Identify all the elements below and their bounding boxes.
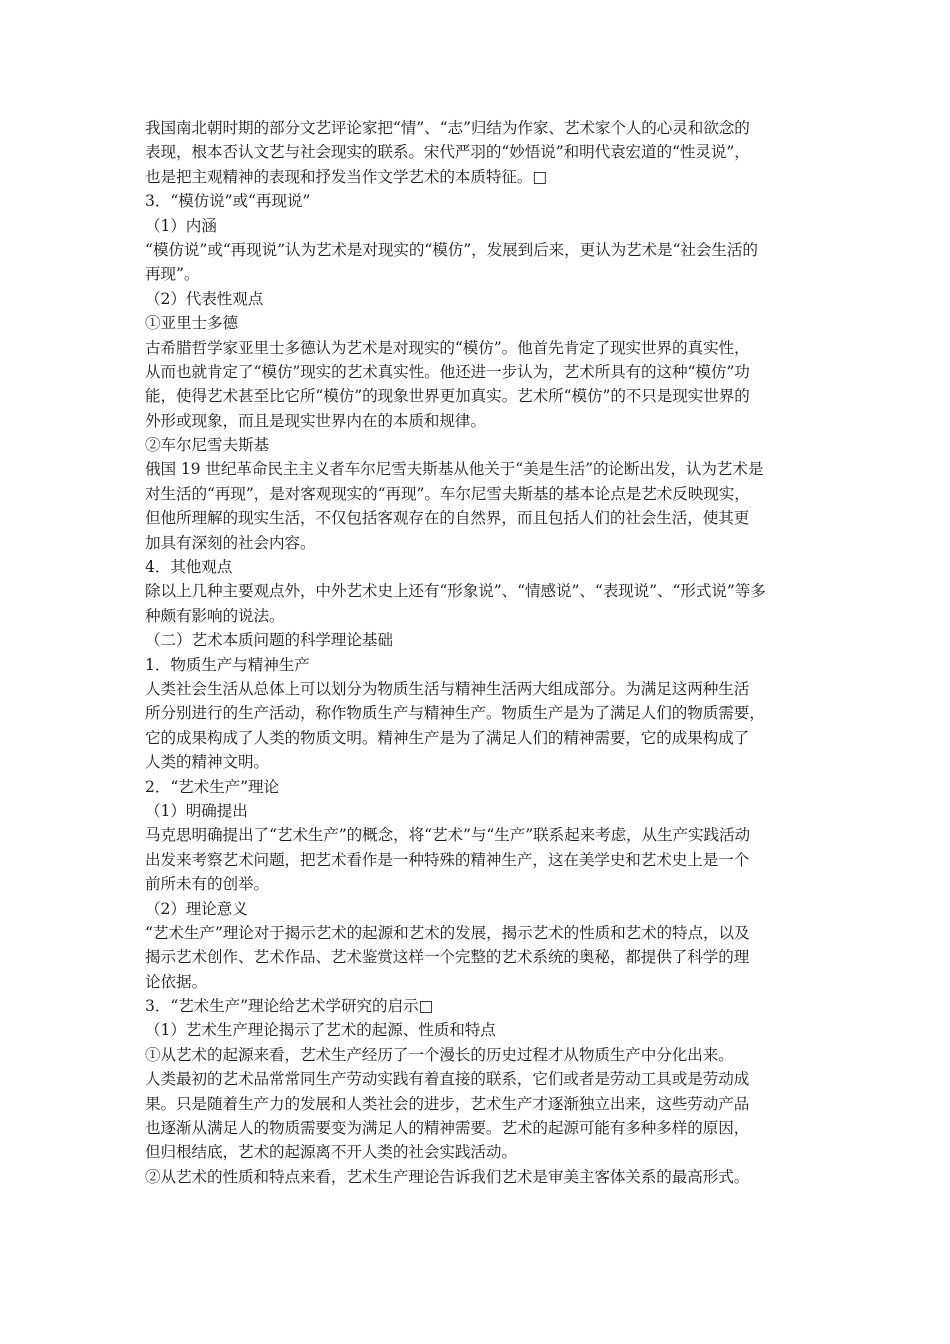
text-line: 对生活的“再现”，是对客观现实的“再现”。车尔尼雪夫斯基的基本论点是艺术反映现实， bbox=[145, 484, 750, 503]
text-line: 2．“艺术生产”理论 bbox=[145, 777, 280, 796]
text-line: 所分别进行的生产活动，称作物质生产与精神生产。物质生产是为了满足人们的物质需要， bbox=[145, 704, 765, 723]
text-line: （二）艺术本质问题的科学理论基础 bbox=[145, 631, 393, 650]
text-line: 但归根结底，艺术的起源离不开人类的社会实践活动。 bbox=[145, 1143, 517, 1162]
text-line: 表现，根本否认文艺与社会现实的联系。宋代严羽的“妙悟说”和明代袁宏道的“性灵说”， bbox=[145, 143, 750, 162]
text-line: 论依据。 bbox=[145, 972, 207, 991]
text-line: （1）艺术生产理论揭示了艺术的起源、性质和特点 bbox=[145, 1021, 496, 1040]
text-line: 我国南北朝时期的部分文艺评论家把“情”、“志”归结为作家、艺术家个人的心灵和欲念的 bbox=[145, 119, 750, 137]
text-line: ②车尔尼雪夫斯基 bbox=[145, 436, 269, 455]
text-line: 人类的精神文明。 bbox=[145, 753, 269, 772]
text-line: “模仿说”或“再现说”认为艺术是对现实的“模仿”，发展到后来，更认为艺术是“社会生活的 bbox=[145, 240, 758, 259]
text-line: 1．物质生产与精神生产 bbox=[145, 655, 310, 674]
text-line: 出发来考察艺术问题，把艺术看作是一种特殊的精神生产，这在美学史和艺术史上是一个 bbox=[145, 850, 750, 869]
text-line: 种颇有影响的说法。 bbox=[145, 606, 285, 625]
text-line: 马克思明确提出了“艺术生产”的概念，将“艺术”与“生产”联系起来考虑，从生产实践活动 bbox=[145, 826, 751, 845]
text-line: 3．“艺术生产”理论给艺术学研究的启示□ bbox=[145, 997, 434, 1016]
text-line: ①亚里士多德 bbox=[145, 314, 238, 333]
text-line: 人类最初的艺术品常常同生产劳动实践有着直接的联系，它们或者是劳动工具或是劳动成 bbox=[145, 1070, 750, 1089]
text-line: 前所未有的创举。 bbox=[145, 875, 269, 894]
text-line: （1）内涵 bbox=[145, 216, 217, 235]
text-line: 揭示艺术创作、艺术作品、艺术鉴赏这样一个完整的艺术系统的奥秘，都提供了科学的理 bbox=[145, 948, 750, 967]
text-line: ①从艺术的起源来看，艺术生产经历了一个漫长的历史过程才从物质生产中分化出来。 bbox=[145, 1045, 734, 1064]
text-line: 人类社会生活从总体上可以划分为物质生活与精神生活两大组成部分。为满足这两种生活 bbox=[145, 679, 750, 698]
text-line: 果。只是随着生产力的发展和人类社会的进步，艺术生产才逐渐独立出来，这些劳动产品 bbox=[145, 1094, 750, 1113]
text-line: （2）代表性观点 bbox=[145, 289, 264, 308]
text-line: 加具有深刻的社会内容。 bbox=[145, 533, 316, 552]
text-line: 它的成果构成了人类的物质文明。精神生产是为了满足人们的精神需要，它的成果构成了 bbox=[145, 728, 750, 747]
text-line: 外形或现象，而且是现实世界内在的本质和规律。 bbox=[145, 411, 486, 430]
text-line: 也是把主观精神的表现和抒发当作文学艺术的本质特征。□ bbox=[145, 167, 547, 186]
text-line: 能，使得艺术甚至比它所“模仿”的现象世界更加真实。艺术所“模仿”的不只是现实世界的 bbox=[145, 387, 750, 406]
text-line: 俄国 19 世纪革命民主主义者车尔尼雪夫斯基从他关于“美是生活”的论断出发，认为艺术是 bbox=[145, 460, 764, 479]
document-page bbox=[145, 116, 815, 1189]
text-line: 4．其他观点 bbox=[145, 558, 233, 577]
text-line: “艺术生产”理论对于揭示艺术的起源和艺术的发展，揭示艺术的性质和艺术的特点，以及 bbox=[145, 923, 750, 942]
text-line: 也逐渐从满足人的物质需要变为满足人的精神需要。艺术的起源可能有多种多样的原因， bbox=[145, 1119, 750, 1138]
text-line: 除以上几种主要观点外，中外艺术史上还有“形象说”、“情感说”、“表现说”、“形式说”等多 bbox=[145, 582, 766, 601]
text-line: （1）明确提出 bbox=[145, 801, 248, 820]
text-line: ②从艺术的性质和特点来看，艺术生产理论告诉我们艺术是审美主客体关系的最高形式。 bbox=[145, 1167, 750, 1186]
text-line: （2）理论意义 bbox=[145, 899, 248, 918]
text-line: 但他所理解的现实生活，不仅包括客观存在的自然界，而且包括人们的社会生活，使其更 bbox=[145, 509, 750, 528]
text-line: 古希腊哲学家亚里士多德认为艺术是对现实的“模仿”。他首先肯定了现实世界的真实性， bbox=[145, 338, 750, 357]
text-line: 从而也就肯定了“模仿”现实的艺术真实性。他还进一步认为，艺术所具有的这种“模仿”功 bbox=[145, 362, 750, 381]
text-line: 3．“模仿说”或“再现说” bbox=[145, 192, 311, 211]
text-line: 再现”。 bbox=[145, 265, 200, 284]
